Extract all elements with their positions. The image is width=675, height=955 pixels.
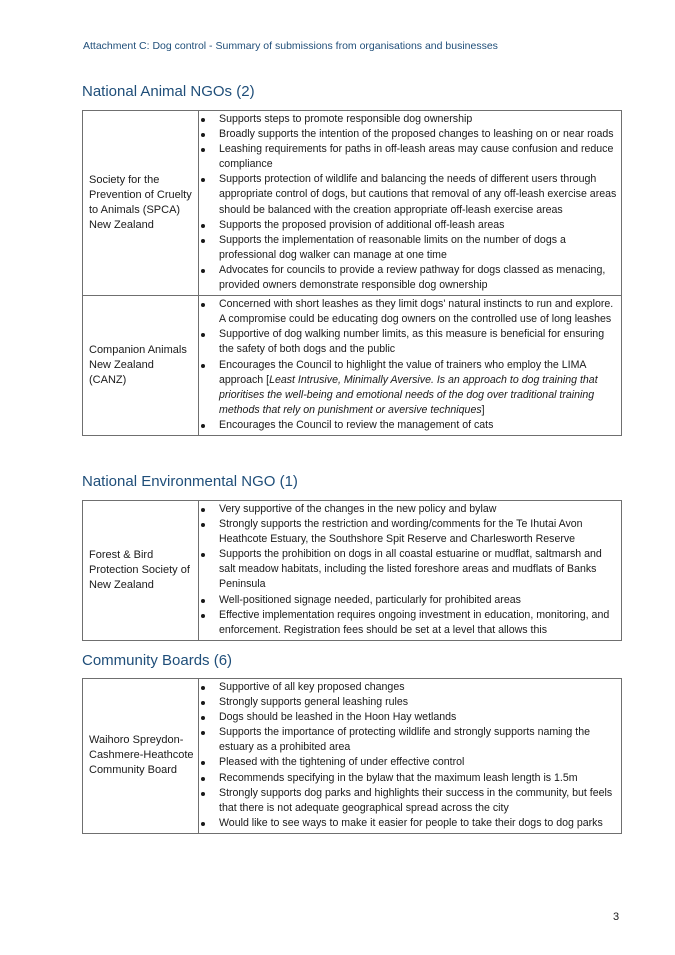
org-name: Forest & Bird Protection Society of New Zealand: [83, 501, 199, 641]
list-item: Pleased with the tightening of under effective control: [199, 755, 617, 770]
table-row: [83, 501, 622, 641]
list-item: Dogs should be leashed in the Hoon Hay wetlands: [199, 710, 617, 725]
submission-points: [199, 111, 622, 296]
table-row: [83, 296, 622, 436]
page-number: 3: [613, 911, 620, 923]
table-row: [83, 679, 622, 834]
section-heading-national-environmental-ngo: National Environmental NGO (1): [82, 473, 298, 490]
submissions-table-community-boards: [82, 678, 622, 834]
list-item: Would like to see ways to make it easier for people to take their dogs to dog parks: [199, 816, 617, 831]
submissions-table-environmental-ngo: [82, 500, 622, 641]
bullet-list: [199, 502, 617, 638]
submissions-table-animal-ngos: [82, 110, 622, 436]
org-name: Companion Animals New Zealand (CANZ): [83, 296, 199, 436]
list-item: Recommends specifying in the bylaw that the maximum leash length is 1.5m: [199, 771, 617, 786]
list-item: Supports the implementation of reasonable limits on the number of dogs a professional dog walker can manage at one time: [199, 233, 617, 263]
list-item: Advocates for councils to provide a review pathway for dogs classed as menacing, provided owners demonstrate responsible dog ownership: [199, 263, 617, 293]
list-item: Strongly supports general leashing rules: [199, 695, 617, 710]
bullet-list: [199, 112, 617, 293]
list-item: Strongly supports dog parks and highlights their success in the community, but feels that there is not adequate geographical spread across the city: [199, 786, 617, 816]
list-item: Effective implementation requires ongoing investment in education, monitoring, and enforcement. Registration fees should be set at a level that allows this: [199, 608, 617, 638]
submission-points: [199, 501, 622, 641]
submission-points: [199, 679, 622, 834]
list-item: Supports the importance of protecting wildlife and strongly supports naming the estuary as a prohibited area: [199, 725, 617, 755]
list-item: Supportive of dog walking number limits, as this measure is beneficial for ensuring the safety of both dogs and the public: [199, 327, 617, 357]
list-item: Supports steps to promote responsible dog ownership: [199, 112, 617, 127]
list-item: Strongly supports the restriction and wording/comments for the Te Ihutai Avon Heathcote Estuary, the Southshore Spit Reserve and Charlesworth Reserve: [199, 517, 617, 547]
list-item: Supports the prohibition on dogs in all coastal estuarine or mudflat, saltmarsh and salt meadow habitats, including the listed foreshore areas and mudflats of Banks Peninsula: [199, 547, 617, 592]
list-item: Well-positioned signage needed, particularly for prohibited areas: [199, 593, 617, 608]
lima-tail: ]: [481, 403, 485, 416]
lima-definition: Least Intrusive, Minimally Aversive. Is an approach to dog training that prioritises the well-being and emotional needs of the dog over traditional training methods that rely on punishment or aversive techniques: [219, 373, 598, 416]
list-item: Leashing requirements for paths in off-leash areas may cause confusion and reduce compliance: [199, 142, 617, 172]
list-item: Broadly supports the intention of the proposed changes to leashing on or near roads: [199, 127, 617, 142]
list-item: [199, 358, 617, 418]
submission-points: [199, 296, 622, 436]
lima-text: Encourages the Council to highlight the value of trainers who employ the LIMA approach [: [219, 358, 586, 386]
org-name: Society for the Prevention of Cruelty to Animals (SPCA) New Zealand: [83, 111, 199, 296]
list-item: Supportive of all key proposed changes: [199, 680, 617, 695]
list-item: Supports the proposed provision of additional off-leash areas: [199, 218, 617, 233]
page-header: Attachment C: Dog control - Summary of submissions from organisations and businesses: [83, 40, 498, 52]
list-item: Very supportive of the changes in the new policy and bylaw: [199, 502, 617, 517]
bullet-list: [199, 297, 617, 433]
section-heading-community-boards: Community Boards (6): [82, 652, 233, 669]
list-item: Supports protection of wildlife and balancing the needs of different users through appropriate control of dogs, but cautions that removal of any off-leash exercise areas should be balanced with the creation appropriate off-leash exercise areas: [199, 172, 617, 217]
section-heading-national-animal-ngos: National Animal NGOs (2): [82, 83, 255, 100]
list-item: Encourages the Council to review the management of cats: [199, 418, 617, 433]
bullet-list: [199, 680, 617, 831]
table-row: [83, 111, 622, 296]
list-item: Concerned with short leashes as they limit dogs' natural instincts to run and explore. A compromise could be educating dog owners on the controlled use of long leashes: [199, 297, 617, 327]
org-name: Waihoro Spreydon-Cashmere-Heathcote Community Board: [83, 679, 199, 834]
